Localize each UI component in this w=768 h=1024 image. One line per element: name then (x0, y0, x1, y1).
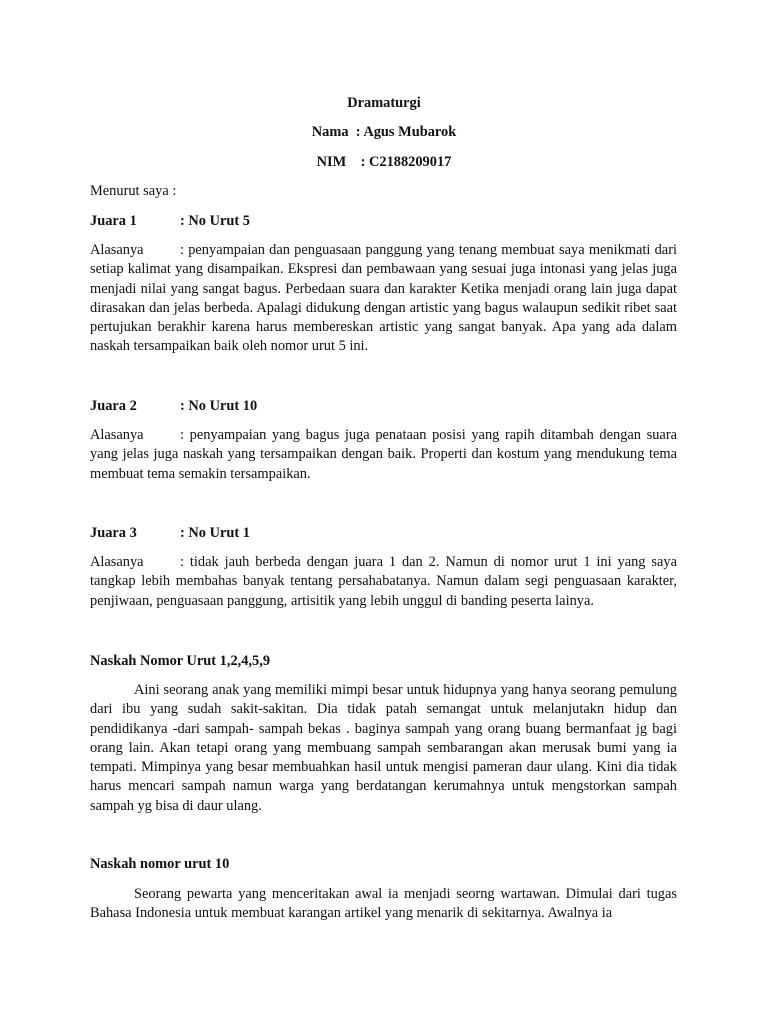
winner-3-reason-label: Alasanya (90, 554, 144, 570)
script-2-body: Seorang pewarta yang menceritakan awal ia menjadi seorng wartawan. Dimulai dari tugas Bahasa Indonesia untuk membuat karangan artikel yang menarik di sekitarnya. Awalnya ia (90, 886, 677, 922)
winner-3-reason-text: : tidak jauh berbeda dengan juara 1 dan 2. Namun di nomor urut 1 ini yang saya tangkap lebih membahas banyak tentang persahabatanya. Namun dalam segi penguasaan karakter, penjiwaan, penguasaan panggung, artisitik yang lebih unggul di banding peserta lainya. (90, 554, 677, 609)
winner-1-reason-label: Alasanya (90, 242, 144, 258)
student-id-line: NIM : C2188209017 (316, 154, 452, 170)
winner-3-rank: Juara 3 (90, 525, 137, 541)
winner-2-heading (90, 397, 257, 415)
winner-2-pick: : No Urut 10 (180, 398, 258, 414)
winner-1-rank: Juara 1 (90, 213, 137, 229)
winner-2-reason-label: Alasanya (90, 427, 144, 443)
document-title: Dramaturgi (347, 95, 421, 111)
script-1-heading: Naskah Nomor Urut 1,2,4,5,9 (90, 653, 271, 669)
winner-1-reason-text: : penyampaian dan penguasaan panggung yang tenang membuat saya menikmati dari setiap kalimat yang disampaikan. Ekspresi dan pembawaan yang sesuai juga intonasi yang jelas juga menjadi nilai yang sangat bagus. Perbedaan suara dan karakter Ketika menjadi orang lain juga dapat dirasakan dan jelas berbeda. Apalagi didukung dengan artistic yang bagus walaupun sedikit ribet saat pertujukan berakhir karena harus membereskan artistic yang sangat banyak. Apa yang ada dalam naskah tersampaikan baik oleh nomor urut 5 ini. (90, 242, 677, 355)
winner-1-pick: : No Urut 5 (180, 213, 250, 229)
intro-text: Menurut saya : (90, 183, 177, 199)
winner-2-reason (90, 426, 677, 484)
winner-2-reason-text: : penyampaian yang bagus juga penataan posisi yang rapih ditambah dengan suara yang jelas juga naskah yang tersampaikan dengan baik. Properti dan kostum yang mendukung tema membuat tema semakin tersampaikan. (90, 427, 677, 482)
winner-3-reason (90, 553, 677, 611)
script-2-heading: Naskah nomor urut 10 (90, 856, 230, 872)
winner-3-heading (90, 524, 250, 542)
winner-1-reason (90, 241, 677, 357)
winner-1-heading (90, 212, 250, 230)
author-name-line: Nama : Agus Mubarok (311, 124, 457, 140)
winner-3-pick: : No Urut 1 (180, 525, 250, 541)
script-1-body: Aini seorang anak yang memiliki mimpi besar untuk hidupnya yang hanya seorang pemulung dari ibu yang sudah sakit-sakitan. Dia tidak patah semangat untuk melanjutakn hidup dan pendidikanya -dari sampah- sampah bekas . baginya sampah yang orang buang bermanfaat jg bagi orang lain. Akan tetapi orang yang membuang sampah sembarangan akan merusak bumi yang ia tempati. Mimpinya yang besar membuahkan hasil untuk mengisi pameran daur ulang. Kini dia tidak harus mencari sampah namun warga yang berdatangan kerumahnya untuk mengstorkan sampah sampah yg bisa di daur ulang. (90, 682, 677, 814)
winner-2-rank: Juara 2 (90, 398, 137, 414)
